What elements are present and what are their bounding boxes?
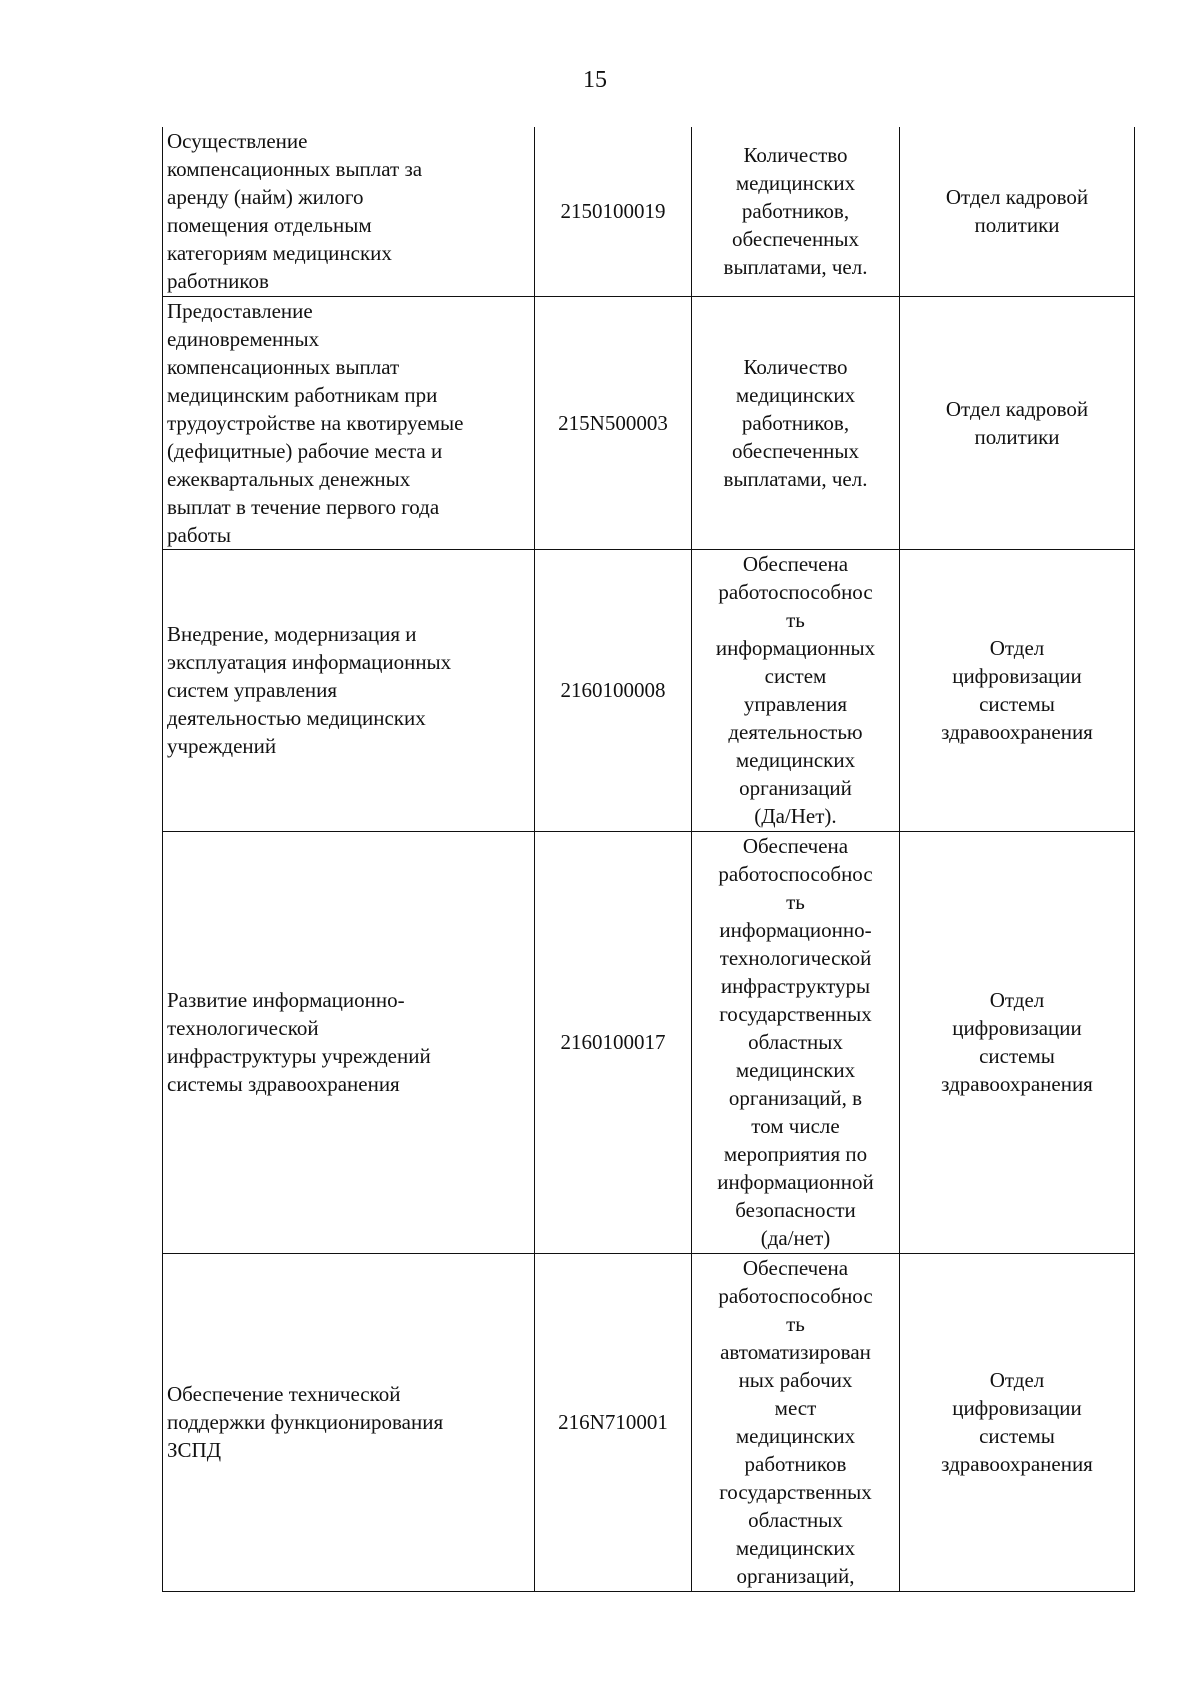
budget-code-cell [535,127,692,296]
indicator: Обеспечена работоспособнос ть информационных систем управления деятельностью медицинских организаций (Да/Нет). [715,552,876,828]
department-cell [900,127,1135,296]
table-row [163,127,1135,296]
activity-name: Предоставление единовременных компенсационных выплат медицинским работникам при трудоустройстве на квотируемые (дефицитные) рабочие места и ежеквартальных денежных выплат в течение первого года работы [167,298,464,547]
indicator-cell [692,1253,900,1591]
activity-name: Развитие информационно- технологической инфраструктуры учреждений системы здравоохранения [167,988,431,1096]
indicator: Количество медицинских работников, обеспеченных выплатами, чел. [723,143,868,280]
activity-name-cell [163,549,535,831]
budget-code-cell [535,296,692,549]
budget-code: 216N710001 [558,1410,668,1434]
department: Отдел кадровой политики [945,396,1089,449]
department: Отдел цифровизации системы здравоохранения [941,988,1093,1096]
page-number: 15 [583,67,607,93]
department-cell [900,549,1135,831]
table-row [163,1253,1135,1591]
table-row [163,831,1135,1253]
indicator: Обеспечена работоспособнос ть информационно- технологической инфраструктуры государственных областных медицинских организаций, в том числе мероприятия по информационной безопасности (да/нет) [717,834,874,1250]
table-row [163,296,1135,549]
indicator-cell [692,127,900,296]
department: Отдел цифровизации системы здравоохранения [941,1368,1093,1476]
budget-code: 2160100008 [560,678,666,702]
activities-table [162,127,1135,1592]
department: Отдел кадровой политики [945,185,1089,238]
activity-name-cell [163,296,535,549]
indicator-cell [692,296,900,549]
department-cell [900,1253,1135,1591]
budget-code-cell [535,831,692,1253]
indicator-cell [692,549,900,831]
activity-name: Внедрение, модернизация и эксплуатация информационных систем управления деятельностью медицинских учреждений [167,622,452,758]
indicator-cell [692,831,900,1253]
activity-name: Обеспечение технической поддержки функционирования ЗСПД [167,1382,444,1462]
activity-name: Осуществление компенсационных выплат за аренду (найм) жилого помещения отдельным категориям медицинских работников [167,129,423,294]
table-row [163,549,1135,831]
budget-code-cell [535,549,692,831]
budget-code: 2150100019 [560,199,666,224]
budget-code-cell [535,1253,692,1591]
activity-name-cell [163,831,535,1253]
department: Отдел цифровизации системы здравоохранения [941,636,1093,744]
activity-name-cell [163,1253,535,1591]
budget-code: 215N500003 [558,410,668,435]
activity-name-cell [163,127,535,296]
indicator: Количество медицинских работников, обеспеченных выплатами, чел. [723,354,868,491]
indicator: Обеспечена работоспособнос ть автоматизирован ных рабочих мест медицинских работников государственных областных медицинских организаций, [718,1256,873,1588]
department-cell [900,296,1135,549]
department-cell [900,831,1135,1253]
budget-code: 2160100017 [560,1030,666,1054]
